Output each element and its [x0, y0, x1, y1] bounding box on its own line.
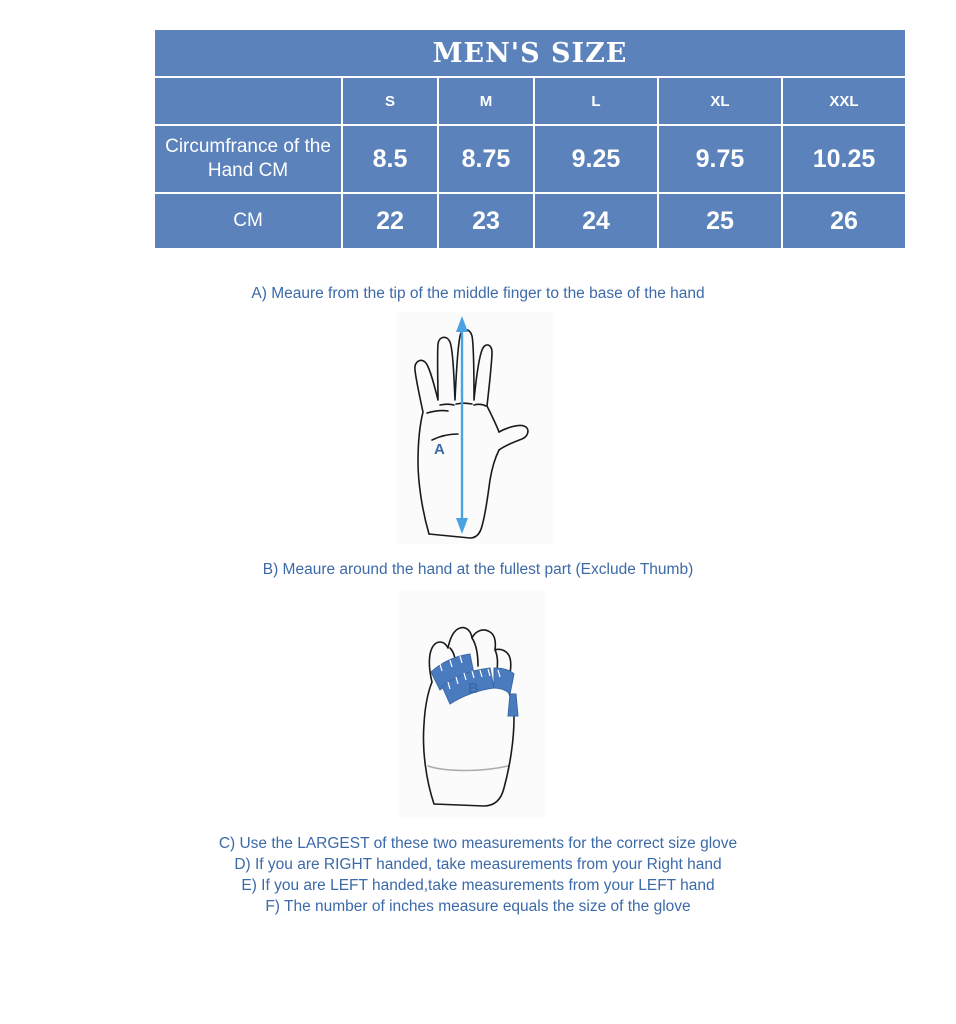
table-title-row [155, 30, 905, 76]
header-cell-xxl: XXL [783, 78, 905, 124]
footer-notes [0, 833, 956, 917]
footer-line-d: D) If you are RIGHT handed, take measurements from your Right hand [234, 856, 722, 873]
cell-cm-xl: 25 [659, 194, 781, 248]
figure-a-letter: A [434, 441, 445, 458]
caption-b: B) Meaure around the hand at the fullest part (Exclude Thumb) [262, 561, 694, 578]
caption-a: A) Meaure from the tip of the middle finger to the base of the hand [251, 285, 705, 302]
header-cell-l: L [535, 78, 657, 124]
header-cell-s: S [343, 78, 437, 124]
table-title: MEN'S SIZE [155, 30, 905, 76]
cell-cm-l: 24 [535, 194, 657, 248]
arrow-head-up [456, 316, 468, 332]
cell-circumference-xl: 9.75 [659, 126, 781, 192]
cell-circumference-l: 9.25 [535, 126, 657, 192]
row-label-cm: CM [155, 194, 341, 248]
cell-cm-m: 23 [439, 194, 533, 248]
table-row [155, 194, 905, 248]
hand-length-illustration [396, 312, 554, 544]
size-table-container [153, 28, 875, 250]
size-table [153, 28, 907, 250]
header-cell-m: M [439, 78, 533, 124]
header-cell-blank [155, 78, 341, 124]
footer-line-f: F) The number of inches measure equals the size of the glove [265, 898, 691, 915]
hand-circumference-illustration [398, 590, 546, 818]
cell-cm-s: 22 [343, 194, 437, 248]
figure-b-letter: B [468, 680, 479, 697]
cell-circumference-xxl: 10.25 [783, 126, 905, 192]
header-cell-xl: XL [659, 78, 781, 124]
footer-line-e: E) If you are LEFT handed,take measurements from your LEFT hand [241, 877, 715, 894]
cell-circumference-s: 8.5 [343, 126, 437, 192]
footer-line-c: C) Use the LARGEST of these two measurements for the correct size glove [218, 835, 738, 852]
figure-hand-circumference [398, 590, 546, 818]
cell-circumference-m: 8.75 [439, 126, 533, 192]
cell-cm-xxl: 26 [783, 194, 905, 248]
table-header-row [155, 78, 905, 124]
row-label-circumference: Circumfrance of the Hand CM [155, 126, 341, 192]
table-row [155, 126, 905, 192]
arrow-head-down [456, 518, 468, 534]
figure-hand-length [396, 312, 554, 544]
